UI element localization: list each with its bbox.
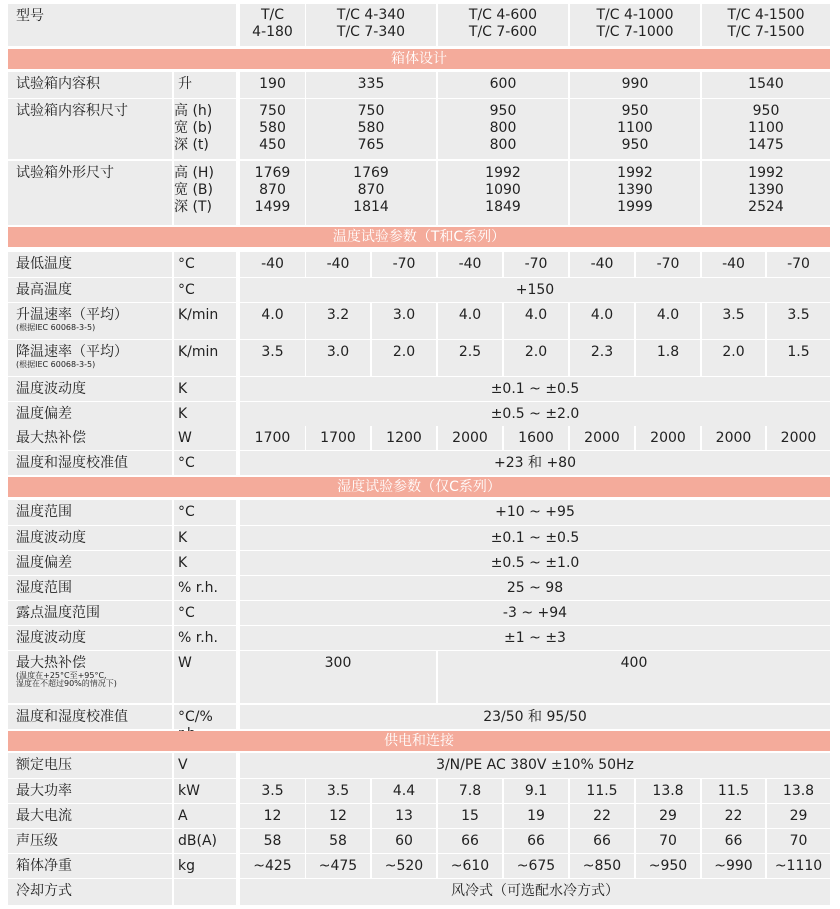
value-cell: 70 [636,829,700,853]
value-line: 1999 [617,199,653,215]
unit-line: 高 (H) [174,165,214,181]
row-label-text: 箱体净重 [16,858,72,874]
value-cell: 1200 [372,426,436,450]
row-unit: K [174,526,236,550]
row-label-text: 降温速率（平均） [16,344,128,360]
value-cell: 13.8 [636,779,700,803]
row-label-text: 温度偏差 [16,555,72,571]
row-unit: kg [174,854,236,878]
value-cell: 60 [372,829,436,853]
row-label [8,779,172,803]
value-cell: 1.5 [767,340,830,376]
value-cell: 66 [504,829,568,853]
value-cell: 66 [438,829,502,853]
value-cell: -70 [372,252,436,277]
row-label-text: 声压级 [16,833,58,849]
row-unit [174,161,236,225]
section-title: 湿度试验参数（仅C系列） [8,477,830,497]
model-header [306,4,436,46]
row-unit [174,99,236,159]
value-line: 1769 [353,165,389,181]
value-line: 1769 [254,165,291,181]
value-line: 1090 [485,182,521,198]
row-label-text: 温度偏差 [16,406,72,422]
row-label-text: 温度和湿度校准值 [16,709,128,725]
model-header [438,4,568,46]
row-unit: K/min [174,303,236,339]
row-label [8,278,172,302]
value-line: 950 [489,103,517,119]
value-cell [240,161,305,225]
value-line: 1849 [485,199,521,215]
value-cell: 1700 [306,426,370,450]
section-title: 箱体设计 [8,49,830,69]
value-cell: 23/50 和 95/50 [240,705,830,729]
row-label [8,99,172,159]
model-name-line: T/C 7-340 [336,24,406,40]
row-label [8,252,172,277]
model-header [570,4,700,46]
model-name-line: T/C 7-1500 [727,24,805,40]
value-line: 870 [259,182,286,198]
value-cell [438,161,568,225]
value-cell [438,99,568,159]
value-cell: 3.2 [306,303,370,339]
row-label [8,804,172,828]
row-label [8,651,172,703]
value-line: 1475 [748,137,784,153]
value-cell: 3.5 [240,779,305,803]
value-cell: 400 [438,651,830,703]
value-cell [702,161,830,225]
value-cell: 2000 [438,426,502,450]
value-cell: 990 [570,72,700,98]
value-cell: 9.1 [504,779,568,803]
model-name-line: T/C 7-1000 [596,24,674,40]
row-label-text: 最大功率 [16,783,72,799]
value-line: 1100 [748,120,784,136]
value-line: 950 [621,103,649,119]
row-label [8,377,172,401]
value-cell: +10 ~ +95 [240,500,830,525]
row-unit: A [174,804,236,828]
value-line: 1390 [748,182,784,198]
value-line: 1100 [617,120,653,136]
value-cell: 4.4 [372,779,436,803]
row-label [8,402,172,426]
value-cell: 4.0 [438,303,502,339]
row-unit: 升 [174,72,236,98]
row-label [8,72,172,98]
model-header [240,4,305,46]
row-label [8,303,172,339]
value-cell [240,99,305,159]
value-cell: 600 [438,72,568,98]
row-label-text: 露点温度范围 [16,605,100,621]
value-cell: +23 和 +80 [240,451,830,475]
value-line: 1992 [617,165,653,181]
row-label-text: 温度范围 [16,504,72,520]
value-cell: 2.5 [438,340,502,376]
value-cell: 3.5 [240,340,305,376]
value-cell: 2.0 [504,340,568,376]
value-cell [702,99,830,159]
value-cell: -40 [240,252,305,277]
value-cell: ~610 [438,854,502,878]
row-label-note: 湿度在不超过90%的情况下) [16,679,117,688]
value-line: 950 [752,103,780,119]
row-label [8,551,172,575]
value-line: 765 [357,137,385,153]
value-cell: 12 [306,804,370,828]
row-label [8,705,172,729]
value-cell: ~990 [702,854,765,878]
value-cell: 335 [306,72,436,98]
row-unit: K [174,377,236,401]
row-label [8,879,172,905]
value-cell: 2.3 [570,340,634,376]
unit-line: 宽 (b) [174,120,213,136]
value-cell: 22 [570,804,634,828]
value-cell: -40 [306,252,370,277]
value-cell: 11.5 [570,779,634,803]
row-label-text: 湿度波动度 [16,630,86,646]
value-cell: ~1110 [767,854,830,878]
value-cell: 2000 [570,426,634,450]
row-label [8,526,172,550]
value-line: 750 [259,103,286,119]
row-label-text: 最大电流 [16,808,72,824]
row-unit: V [174,753,236,778]
value-cell: 1700 [240,426,305,450]
value-cell: 3.0 [372,303,436,339]
value-cell: -70 [636,252,700,277]
unit-line: 高 (h) [174,103,213,119]
value-cell [306,99,436,159]
value-cell: ±0.1 ~ ±0.5 [240,526,830,550]
model-name-line: T/C 4-1500 [727,7,805,23]
value-cell: 29 [636,804,700,828]
value-cell: -3 ~ +94 [240,601,830,625]
unit-line: 宽 (B) [174,182,213,198]
row-unit: K/min [174,340,236,376]
value-cell: 12 [240,804,305,828]
model-name-line: T/C 4-340 [336,7,406,23]
row-label-text: 最大热补偿 [16,430,86,446]
value-cell: 1600 [504,426,568,450]
value-cell: 70 [767,829,830,853]
value-cell: 3.5 [767,303,830,339]
value-cell: 2000 [767,426,830,450]
value-cell: 66 [570,829,634,853]
value-cell: 4.0 [636,303,700,339]
value-cell [570,161,700,225]
row-unit: °C [174,451,236,475]
value-cell: 66 [702,829,765,853]
value-cell: 2.0 [372,340,436,376]
row-label-text: 温度波动度 [16,381,86,397]
value-line: 870 [357,182,385,198]
value-line: 800 [489,120,517,136]
value-cell: ~950 [636,854,700,878]
value-cell: ~675 [504,854,568,878]
row-label [8,500,172,525]
row-unit: K [174,402,236,426]
model-header-label: 型号 [8,4,236,46]
value-cell: 29 [767,804,830,828]
row-unit: W [174,651,236,703]
value-cell: -40 [438,252,502,277]
row-label [8,340,172,376]
value-cell: 3.0 [306,340,370,376]
row-unit: % r.h. [174,576,236,600]
value-cell: ±0.5 ~ ±2.0 [240,402,830,426]
section-title: 温度试验参数（T和C系列） [8,227,830,247]
value-cell: ~425 [240,854,305,878]
value-cell: 1540 [702,72,830,98]
value-line: 1992 [485,165,521,181]
value-cell: 2.0 [702,340,765,376]
row-label-note: (根据IEC 60068-3-5) [16,323,96,332]
value-cell: 58 [306,829,370,853]
row-unit: °C/% [174,705,236,729]
value-line: 2524 [748,199,784,215]
row-unit: W [174,426,236,450]
model-name-line: T/C [260,7,285,23]
value-cell: -40 [570,252,634,277]
value-line: 450 [259,137,286,153]
value-line: 1390 [617,182,653,198]
row-label-text: 湿度范围 [16,580,72,596]
value-cell: 3.5 [306,779,370,803]
value-cell: ±0.1 ~ ±0.5 [240,377,830,401]
row-label-text: 温度波动度 [16,530,86,546]
value-line: 750 [357,103,385,119]
row-unit: °C [174,252,236,277]
value-cell: 190 [240,72,305,98]
value-line: 800 [489,137,517,153]
value-cell: ±0.5 ~ ±1.0 [240,551,830,575]
model-name-line: T/C 7-600 [468,24,538,40]
row-unit [174,879,236,905]
unit-line: 深 (t) [174,137,209,153]
value-cell: 4.0 [240,303,305,339]
value-cell: +150 [240,278,830,302]
row-label [8,626,172,650]
value-line: 580 [259,120,286,136]
value-cell: 58 [240,829,305,853]
row-unit: dB(A) [174,829,236,853]
value-cell: -40 [702,252,765,277]
row-label-text: 升温速率（平均） [16,307,128,323]
value-cell: ~850 [570,854,634,878]
row-label-text: 额定电压 [16,757,72,773]
model-header [702,4,830,46]
value-cell: 15 [438,804,502,828]
row-unit: °C [174,601,236,625]
model-name-line: T/C 4-600 [468,7,538,23]
value-cell: 1.8 [636,340,700,376]
value-cell [306,161,436,225]
row-label-text: 试验箱内容积尺寸 [16,103,128,119]
value-cell: ~475 [306,854,370,878]
model-name-line: T/C 4-1000 [596,7,674,23]
value-cell: -70 [504,252,568,277]
row-label [8,854,172,878]
value-cell: 3.5 [702,303,765,339]
unit-line: 深 (T) [174,199,212,215]
row-label-note: (温度在+25°C至+95°C, [16,671,107,680]
value-cell: 2000 [636,426,700,450]
value-cell: 11.5 [702,779,765,803]
row-unit: kW [174,779,236,803]
row-label-text: 最高温度 [16,282,72,298]
value-cell: ~520 [372,854,436,878]
value-cell [570,99,700,159]
value-cell: 7.8 [438,779,502,803]
value-cell: 13 [372,804,436,828]
value-cell: ±1 ~ ±3 [240,626,830,650]
row-label-text: 冷却方式 [16,883,72,899]
value-line: 1992 [748,165,784,181]
section-title: 供电和连接 [8,731,830,751]
row-label [8,753,172,778]
row-label-text: 温度和湿度校准值 [16,455,128,471]
row-label-note: (根据IEC 60068-3-5) [16,360,96,369]
value-line: 580 [357,120,385,136]
row-label-text: 试验箱内容积 [16,76,100,92]
row-label [8,829,172,853]
row-unit: °C [174,500,236,525]
value-line: 1814 [353,199,389,215]
value-cell: 4.0 [504,303,568,339]
value-cell: 风冷式（可选配水冷方式） [240,879,830,905]
value-line: 1499 [254,199,291,215]
value-cell: 19 [504,804,568,828]
value-cell: -70 [767,252,830,277]
row-label [8,576,172,600]
row-unit: K [174,551,236,575]
value-cell: 3/N/PE AC 380V ±10% 50Hz [240,753,830,778]
value-cell: 2000 [702,426,765,450]
row-label-text: 最低温度 [16,256,72,272]
model-name-line: 4-180 [252,24,293,40]
row-label [8,451,172,475]
value-cell: 4.0 [570,303,634,339]
row-label-text: 试验箱外形尺寸 [16,165,114,181]
row-label-text: 最大热补偿 [16,655,86,671]
value-cell: 300 [240,651,436,703]
row-label [8,601,172,625]
value-cell: 25 ~ 98 [240,576,830,600]
row-label [8,426,172,450]
row-label [8,161,172,225]
row-unit: % r.h. [174,626,236,650]
row-unit: °C [174,278,236,302]
value-line: 950 [621,137,649,153]
value-cell: 22 [702,804,765,828]
value-cell: 13.8 [767,779,830,803]
